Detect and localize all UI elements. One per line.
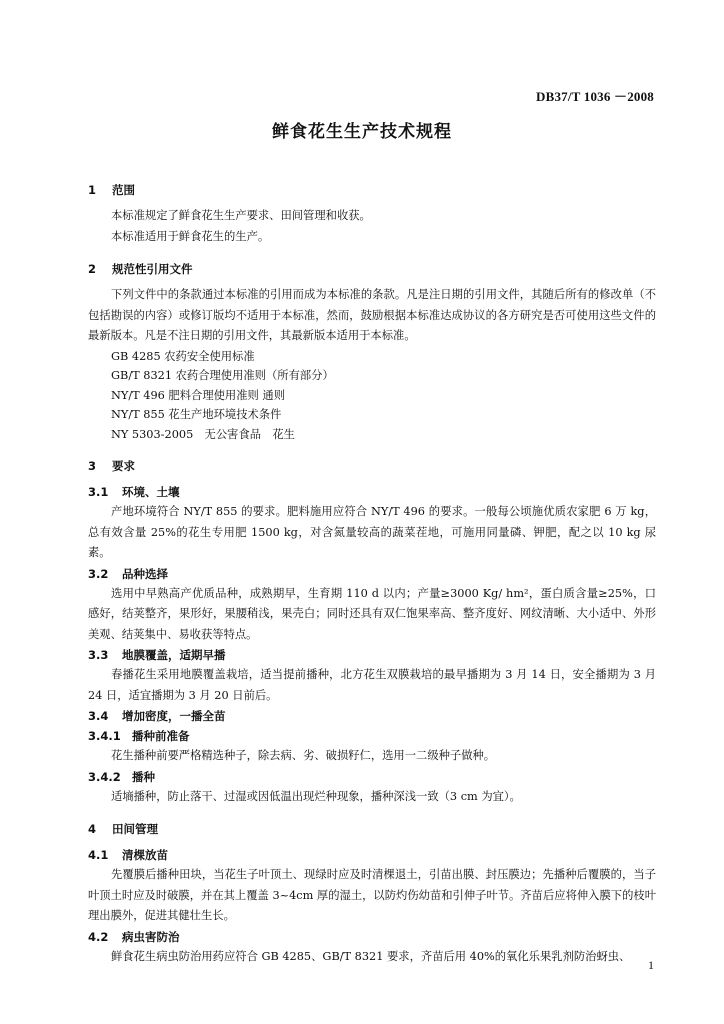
reference-item: NY 5303-2005 无公害食品 花生 — [111, 427, 295, 441]
subsection-number: 3.4.1 — [88, 729, 121, 743]
subsection-number: 3.2 — [88, 566, 109, 581]
section-number: 3 — [88, 459, 97, 473]
paragraph: 产地环境符合 NY/T 855 的要求。肥料施用应符合 NY/T 496 的要求。一般每公顷施优质农家肥 6 万 kg，总有效含量 25%的花生专用肥 1500 kg，对含氮量较高的蔬菜茬地，可施用同量磷、钾肥，配之以 10 kg 尿素。 — [88, 505, 657, 559]
subsection-title: 品种选择 — [122, 566, 169, 581]
paragraph: 春播花生采用地膜覆盖栽培，适当提前播种，北方花生双膜栽培的最早播期为 3 月 14 日，安全播期为 3 月 24 日，适宜播期为 3 月 20 日前后。 — [88, 668, 656, 702]
reference-item: GB 4285 农药安全使用标准 — [111, 349, 255, 363]
reference-item: NY/T 496 肥料合理使用准则 通则 — [111, 388, 285, 402]
subsection-heading-4-2 — [88, 927, 656, 947]
reference-item: NY/T 855 花生产地环境技术条件 — [111, 408, 282, 421]
section-title: 规范性引用文件 — [112, 262, 193, 276]
subsection-title: 清棵放苗 — [122, 848, 169, 862]
subsection-title: 播种 — [132, 769, 156, 784]
subsection-heading-3-4-2 — [88, 767, 656, 787]
subsection-title: 播种前准备 — [132, 729, 190, 743]
section-title: 田间管理 — [112, 822, 159, 836]
subsection-heading-3-1 — [88, 482, 656, 502]
subsection-number: 4.2 — [88, 929, 109, 944]
subsection-heading-3-2 — [88, 564, 656, 584]
paragraph: 先覆膜后播种田块，当花生子叶顶土、现绿时应及时清棵退土，引苗出膜、封压膜边；先播种后覆膜的，当子叶顶土时应及时破膜，并在其上覆盖 3~4cm 厚的湿土，以防灼伤幼苗和引伸子叶节。齐苗后应将伸入膜下的枝叶理出膜外，促进其健壮生长。 — [88, 868, 656, 922]
section-number: 2 — [88, 262, 97, 276]
subsection-number: 3.4.2 — [88, 769, 121, 784]
section-title: 要求 — [112, 459, 136, 473]
document-title: 鲜食花生生产技术规程 — [272, 122, 452, 142]
paragraph: 适墒播种，防止落干、过湿或因低温出现烂种现象，播种深浅一致（3 cm 为宜）。 — [111, 789, 521, 803]
subsection-title: 病虫害防治 — [122, 929, 180, 944]
section-heading-3 — [88, 456, 656, 476]
page-number: 1 — [648, 958, 654, 972]
section-number: 4 — [88, 822, 97, 836]
section-heading-1 — [88, 180, 656, 200]
subsection-heading-3-4 — [88, 706, 656, 726]
subsection-number: 4.1 — [88, 848, 109, 862]
subsection-number: 3.1 — [88, 485, 109, 499]
subsection-heading-4-1 — [88, 845, 656, 865]
paragraph: 本标准适用于鲜食花生的生产。 — [111, 229, 270, 243]
paragraph: 鲜食花生病虫防治用药应符合 GB 4285、GB/T 8321 要求，齐苗后用 40%的氧化乐果乳剂防治蚜虫、 — [111, 949, 631, 963]
subsection-number: 3.3 — [88, 648, 109, 662]
paragraph: 下列文件中的条款通过本标准的引用而成为本标准的条款。凡是注日期的引用文件，其随后所有的修改单（不包括勘误的内容）或修订版均不适用于本标准，然而，鼓励根据本标准达成协议的各方研究是否可使用这些文件的最新版本。凡是不注日期的引用文件，其最新版本适用于本标准。 — [88, 288, 656, 342]
document-body — [88, 180, 656, 967]
subsection-title: 增加密度，一播全苗 — [122, 709, 226, 723]
subsection-heading-3-4-1 — [88, 726, 656, 746]
subsection-heading-3-3 — [88, 645, 656, 665]
standard-code: DB37/T 1036 －2008 — [535, 89, 654, 104]
section-heading-2 — [88, 259, 656, 279]
section-heading-4 — [88, 819, 656, 839]
reference-item: GB/T 8321 农药合理使用准则（所有部分） — [111, 369, 334, 382]
subsection-title: 环境、土壤 — [122, 485, 180, 499]
paragraph: 选用中早熟高产优质品种，成熟期早，生育期 110 d 以内；产量≥3000 Kg/ hm²，蛋白质含量≥25%，口感好，结荚整齐，果形好，果腰稍浅，果壳白；同时还具有双仁饱果率高、整齐度好、网纹清晰、大小适中、外形美观、结荚集中、易收获等特点。 — [88, 586, 656, 641]
section-number: 1 — [88, 183, 97, 197]
paragraph: 花生播种前要严格精选种子，除去病、劣、破损籽仁，选用一二级种子做种。 — [111, 749, 496, 762]
subsection-number: 3.4 — [88, 709, 109, 723]
paragraph: 本标准规定了鲜食花生生产要求、田间管理和收获。 — [111, 209, 371, 222]
subsection-title: 地膜覆盖，适期早播 — [122, 648, 226, 662]
section-title: 范围 — [112, 183, 136, 197]
